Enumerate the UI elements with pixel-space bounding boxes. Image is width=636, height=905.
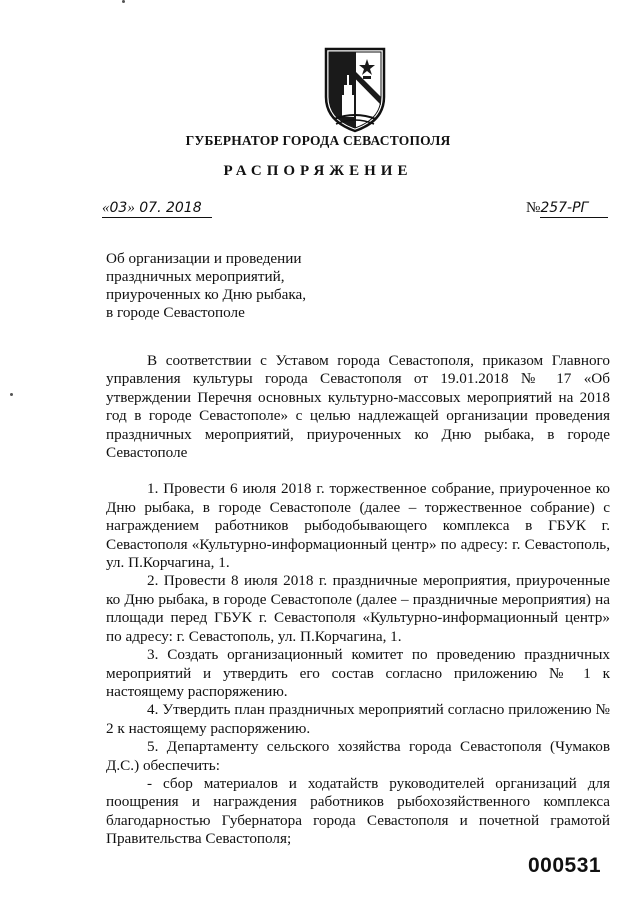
document-type-heading: РАСПОРЯЖЕНИЕ [223, 163, 413, 179]
document-date [102, 200, 202, 217]
date-close-quote: » [127, 200, 135, 216]
document-number [526, 200, 588, 217]
order-paragraph: 3. Создать организационный комитет по проведению праздничных мероприятий и утвердить его состав согласно приложению № 1 к настоящему распоряжению. [106, 646, 610, 700]
order-paragraph: 1. Провести 6 июля 2018 г. торжественное собрание, приуроченное ко Дню рыбака, в городе Севастополе (далее – торжественное собрание) с награждением работников рыбодобывающего комплекса в ГБУК г. Севастополя «Культурно-информационный центр» по адресу: г. Севастополь, ул. П.Корчагина, 1. [106, 480, 610, 572]
order-subparagraph: - сбор материалов и ходатайств руководителей организаций для поощрения и награждения работников рыбохозяйственного комплекса благодарностью Губернатора города Севастополя и почетной грамотой Правительства Севастополя; [106, 774, 610, 848]
date-day-handwritten: 03 [109, 200, 128, 216]
order-paragraph: 4. Утвердить план праздничных мероприятий согласно приложению № 2 к настоящему распоряжению. [106, 701, 610, 737]
number-prefix: № [526, 200, 541, 216]
coat-of-arms-icon [320, 45, 390, 135]
number-underline [540, 217, 608, 218]
scan-speck [122, 0, 125, 3]
subject-line: в городе Севастополе [106, 304, 245, 321]
subject-line: Об организации и проведении [106, 250, 302, 267]
date-month-year-handwritten: 07. 2018 [134, 200, 202, 216]
scan-speck [10, 393, 13, 396]
document-subject [106, 250, 366, 322]
preamble-paragraph: В соответствии с Уставом города Севастополя, приказом Главного управления культуры города Севастополя от 19.01.2018 № 17 «Об утверждении Перечня основных культурно-массовых мероприятий на 2018 год в городе Севастополе» с целью надлежащей организации проведения праздничных мероприятий, приуроченных ко Дню рыбака, в городе Севастополе [106, 352, 610, 462]
number-handwritten: 257-РГ [540, 200, 589, 216]
form-serial-number: 000531 [528, 854, 602, 877]
date-underline [102, 217, 212, 218]
issuer-heading: ГУБЕРНАТОР ГОРОДА СЕВАСТОПОЛЯ [185, 133, 451, 148]
document-body [106, 352, 610, 849]
subject-line: праздничных мероприятий, [106, 268, 285, 285]
order-paragraph: 5. Департаменту сельского хозяйства города Севастополя (Чумаков Д.С.) обеспечить: [106, 738, 610, 774]
subject-line: приуроченных ко Дню рыбака, [106, 286, 307, 303]
order-paragraph: 2. Провести 8 июля 2018 г. праздничные мероприятия, приуроченные ко Дню рыбака, в городе Севастополе (далее – праздничные мероприятия) на площади перед ГБУК г. Севастополя «Культурно-информационный центр» по адресу: г. Севастополь, ул. П.Корчагина, 1. [106, 572, 610, 645]
date-open-quote: « [102, 200, 110, 216]
